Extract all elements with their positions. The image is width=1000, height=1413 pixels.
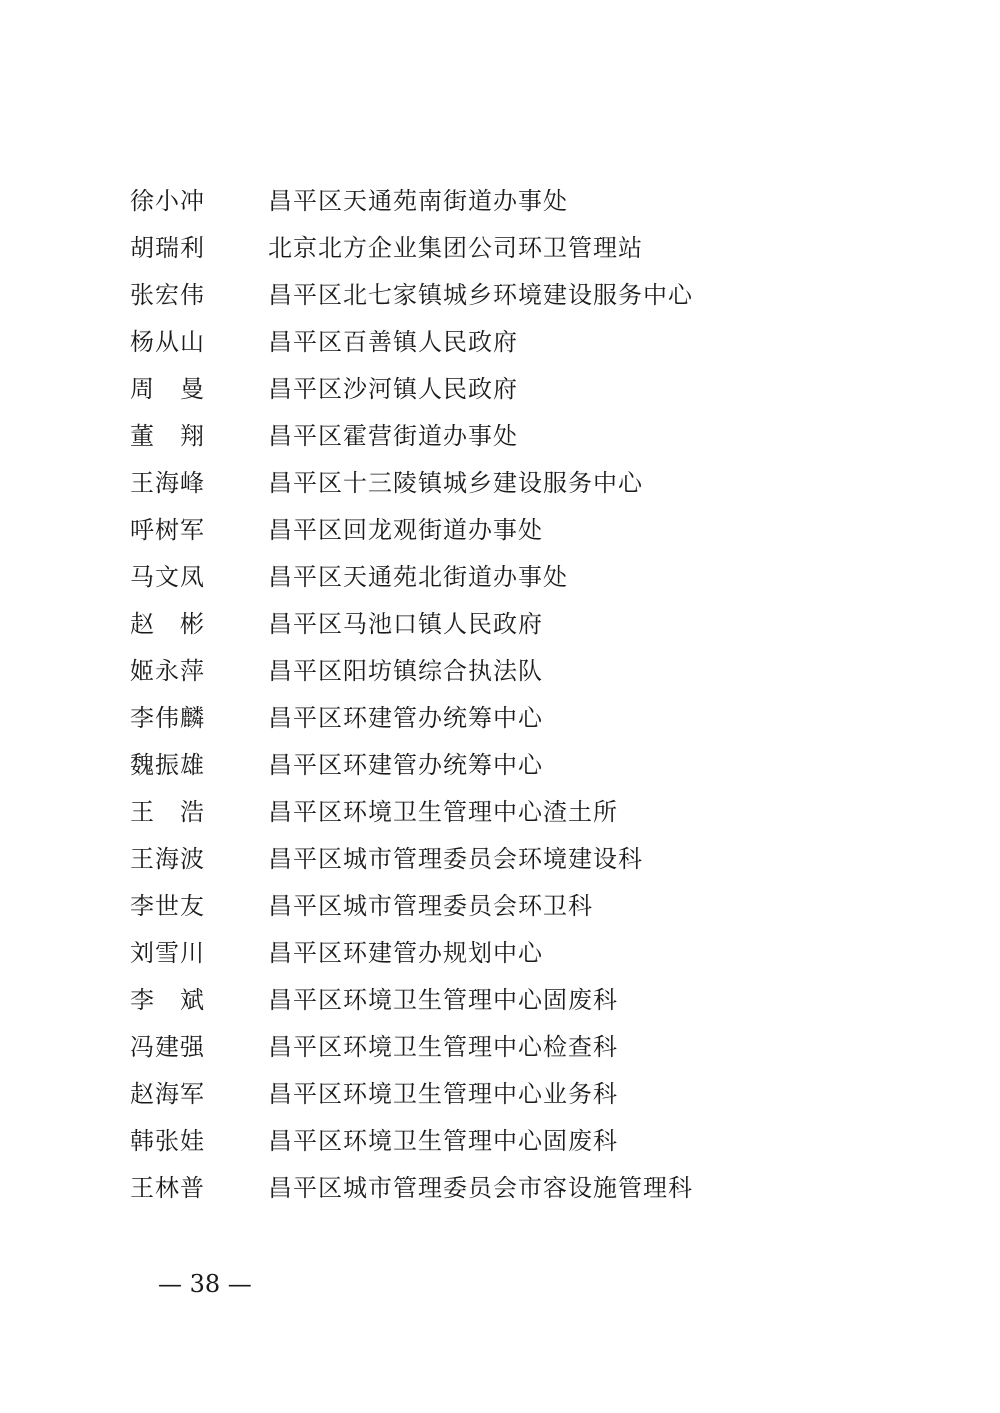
person-name: 徐小冲 <box>130 187 205 215</box>
person-name: 马文凤 <box>130 563 205 591</box>
list-item <box>130 460 693 507</box>
person-name: 魏振雄 <box>130 751 205 779</box>
person-name: 王林普 <box>130 1174 205 1202</box>
person-name: 王海波 <box>130 845 205 873</box>
list-item <box>130 178 693 225</box>
person-name: 刘雪川 <box>130 939 205 967</box>
organization-name: 昌平区沙河镇人民政府 <box>268 375 518 403</box>
list-item <box>130 413 693 460</box>
organization-name: 北京北方企业集团公司环卫管理站 <box>268 234 643 262</box>
organization-name: 昌平区北七家镇城乡环境建设服务中心 <box>268 281 693 309</box>
list-item <box>130 554 693 601</box>
name-list <box>130 178 693 1212</box>
organization-name: 昌平区环境卫生管理中心业务科 <box>268 1080 618 1108</box>
organization-name: 昌平区环境卫生管理中心固废科 <box>268 1127 618 1155</box>
list-item <box>130 1071 693 1118</box>
list-item <box>130 1118 693 1165</box>
list-item <box>130 1165 693 1212</box>
organization-name: 昌平区马池口镇人民政府 <box>268 610 543 638</box>
organization-name: 昌平区环境卫生管理中心固废科 <box>268 986 618 1014</box>
organization-name: 昌平区百善镇人民政府 <box>268 328 518 356</box>
person-name: 李世友 <box>130 892 205 920</box>
person-name: 韩张娃 <box>130 1127 205 1155</box>
person-name: 姬永萍 <box>130 657 205 685</box>
person-name: 赵海军 <box>130 1080 205 1108</box>
organization-name: 昌平区城市管理委员会环卫科 <box>268 892 593 920</box>
organization-name: 昌平区环境卫生管理中心渣土所 <box>268 798 618 826</box>
organization-name: 昌平区十三陵镇城乡建设服务中心 <box>268 469 643 497</box>
person-name: 胡瑞利 <box>130 234 205 262</box>
organization-name: 昌平区阳坊镇综合执法队 <box>268 657 543 685</box>
person-name: 赵 彬 <box>130 610 205 638</box>
person-name: 冯建强 <box>130 1033 205 1061</box>
list-item <box>130 507 693 554</box>
person-name: 李 斌 <box>130 986 205 1014</box>
list-item <box>130 695 693 742</box>
list-item <box>130 977 693 1024</box>
organization-name: 昌平区环建管办统筹中心 <box>268 751 543 779</box>
list-item <box>130 742 693 789</box>
organization-name: 昌平区环境卫生管理中心检查科 <box>268 1033 618 1061</box>
person-name: 董 翔 <box>130 422 205 450</box>
person-name: 呼树军 <box>130 516 205 544</box>
person-name: 杨从山 <box>130 328 205 356</box>
list-item <box>130 789 693 836</box>
list-item <box>130 836 693 883</box>
organization-name: 昌平区环建管办统筹中心 <box>268 704 543 732</box>
list-item <box>130 272 693 319</box>
list-item <box>130 366 693 413</box>
organization-name: 昌平区天通苑南街道办事处 <box>268 187 568 215</box>
person-name: 李伟麟 <box>130 704 205 732</box>
list-item <box>130 930 693 977</box>
list-item <box>130 225 693 272</box>
organization-name: 昌平区城市管理委员会市容设施管理科 <box>268 1174 693 1202</box>
organization-name: 昌平区霍营街道办事处 <box>268 422 518 450</box>
list-item <box>130 883 693 930</box>
list-item <box>130 319 693 366</box>
organization-name: 昌平区回龙观街道办事处 <box>268 516 543 544</box>
list-item <box>130 601 693 648</box>
person-name: 周 曼 <box>130 375 205 403</box>
list-item <box>130 1024 693 1071</box>
page-number: — 38 — <box>158 1270 252 1298</box>
organization-name: 昌平区天通苑北街道办事处 <box>268 563 568 591</box>
person-name: 王海峰 <box>130 469 205 497</box>
person-name: 王 浩 <box>130 798 205 826</box>
organization-name: 昌平区环建管办规划中心 <box>268 939 543 967</box>
person-name: 张宏伟 <box>130 281 205 309</box>
list-item <box>130 648 693 695</box>
organization-name: 昌平区城市管理委员会环境建设科 <box>268 845 643 873</box>
